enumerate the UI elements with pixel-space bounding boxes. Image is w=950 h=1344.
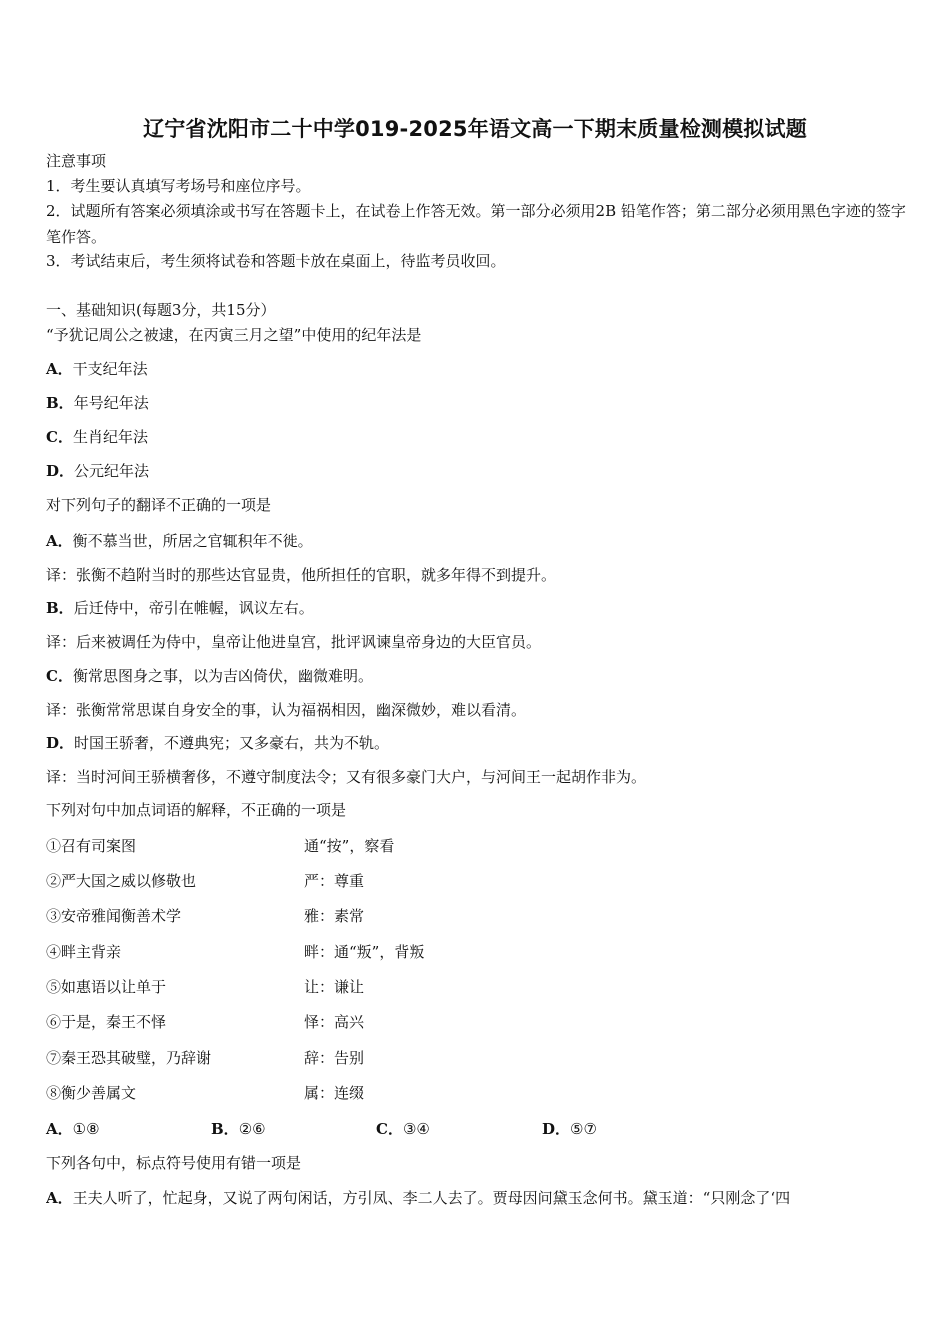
option-text: 生肖纪年法 <box>72 428 148 446</box>
q2-trans-b: 译：后来被调任为侍中，皇帝让他进皇宫，批评讽谏皇帝身边的大臣官员。 <box>46 633 542 651</box>
q3-option-a <box>46 1117 100 1141</box>
q1-option-a <box>46 357 148 381</box>
option-label: C． <box>46 428 73 446</box>
q1-stem: “予犹记周公之被逮，在丙寅三月之望”中使用的纪年法是 <box>46 326 422 344</box>
q3-row-phrase: ①召有司案图 <box>46 837 137 855</box>
q3-row-gloss: 让：谦让 <box>304 978 365 996</box>
q3-row-phrase: ④畔主背亲 <box>46 943 122 961</box>
q3-row <box>46 869 906 893</box>
option-text: ③④ <box>402 1120 430 1138</box>
option-label: A． <box>46 360 73 378</box>
q3-row-gloss: 怿：高兴 <box>304 1013 365 1031</box>
q3-option-c <box>376 1117 430 1141</box>
q3-row <box>46 940 906 964</box>
option-text: ②⑥ <box>238 1120 266 1138</box>
q3-row-phrase: ②严大国之威以修敬也 <box>46 872 197 890</box>
notice-item-3: 3．考试结束后，考生须将试卷和答题卡放在桌面上，待监考员收回。 <box>46 252 506 270</box>
q1-option-b <box>46 391 149 415</box>
option-label: B． <box>46 394 74 412</box>
q3-row-phrase: ⑧衡少善属文 <box>46 1084 137 1102</box>
option-text: 年号纪年法 <box>73 394 149 412</box>
option-text: 公元纪年法 <box>74 462 150 480</box>
option-label: D． <box>542 1120 571 1138</box>
item-label: C． <box>46 667 73 685</box>
q3-row <box>46 1010 906 1034</box>
q3-row <box>46 834 906 858</box>
q3-row-gloss: 畔：通“叛”，背叛 <box>304 943 425 961</box>
q3-row-gloss: 属：连缀 <box>304 1084 365 1102</box>
q3-row-phrase: ③安帝雅闻衡善术学 <box>46 907 182 925</box>
item-text: 时国王骄奢，不遵典宪；又多豪右，共为不轨。 <box>74 734 390 752</box>
q2-trans-a: 译：张衡不趋附当时的那些达官显贵，他所担任的官职，就多年得不到提升。 <box>46 566 557 584</box>
q3-stem: 下列对句中加点词语的解释，不正确的一项是 <box>46 801 347 819</box>
item-text: 后迁侍中，帝引在帷幄，讽议左右。 <box>73 599 314 617</box>
q1-option-d <box>46 459 149 483</box>
notice-item-2: 2．试题所有答案必须填涂或书写在答题卡上，在试卷上作答无效。第一部分必须用2B 铅笔作答；第二部分必须用黑色字迹的签字笔作答。 <box>46 202 906 246</box>
q4-option-a <box>46 1186 906 1210</box>
option-text: ①⑧ <box>72 1120 100 1138</box>
q3-row-gloss: 严：尊重 <box>304 872 365 890</box>
option-label: A． <box>46 1120 73 1138</box>
q4-stem: 下列各句中，标点符号使用有错一项是 <box>46 1154 302 1172</box>
notice-item-1: 1．考生要认真填写考场号和座位序号。 <box>46 177 311 195</box>
item-text: 衡不慕当世，所居之官辄积年不徙。 <box>72 532 313 550</box>
option-label: A． <box>46 1189 73 1207</box>
section-heading: 一、基础知识(每题3分，共15分） <box>46 301 276 319</box>
q2-item-c <box>46 664 373 688</box>
item-label: A． <box>46 532 73 550</box>
option-label: C． <box>376 1120 403 1138</box>
q2-trans-c: 译：张衡常常思谋自身安全的事，认为福祸相因，幽深微妙，难以看清。 <box>46 701 527 719</box>
q3-row-gloss: 通“按”，察看 <box>304 837 395 855</box>
q3-row <box>46 904 906 928</box>
q3-row-phrase: ⑤如惠语以让单于 <box>46 978 167 996</box>
q3-row-gloss: 雅：素常 <box>304 907 365 925</box>
q3-row <box>46 1046 906 1070</box>
q2-trans-d: 译：当时河间王骄横奢侈，不遵守制度法令；又有很多豪门大户，与河间王一起胡作非为。 <box>46 768 647 786</box>
option-text: ⑤⑦ <box>570 1120 597 1138</box>
q3-option-d <box>542 1117 597 1141</box>
q3-row-gloss: 辞：告别 <box>304 1049 365 1067</box>
page-title: 辽宁省沈阳市二十中学019-2025年语文高一下期末质量检测模拟试题 <box>143 117 807 141</box>
q2-stem: 对下列句子的翻译不正确的一项是 <box>46 496 272 514</box>
option-text: 王夫人听了，忙起身，又说了两句闲话，方引凤、李二人去了。贾母因问黛玉念何书。黛玉道：“只刚念了‘四 <box>72 1189 791 1207</box>
item-label: B． <box>46 599 74 617</box>
option-text: 干支纪年法 <box>72 360 148 378</box>
q2-item-b <box>46 596 314 620</box>
option-label: B． <box>211 1120 239 1138</box>
item-text: 衡常思图身之事，以为吉凶倚伏，幽微难明。 <box>72 667 373 685</box>
q3-row <box>46 1081 906 1105</box>
q3-row <box>46 975 906 999</box>
q2-item-d <box>46 731 389 755</box>
item-label: D． <box>46 734 75 752</box>
q3-row-phrase: ⑦秦王恐其破璧，乃辞谢 <box>46 1049 212 1067</box>
q3-option-b <box>211 1117 266 1141</box>
option-label: D． <box>46 462 75 480</box>
q2-item-a <box>46 529 313 553</box>
notice-heading: 注意事项 <box>46 152 107 170</box>
q3-row-phrase: ⑥于是，秦王不怿 <box>46 1013 167 1031</box>
q1-option-c <box>46 425 148 449</box>
